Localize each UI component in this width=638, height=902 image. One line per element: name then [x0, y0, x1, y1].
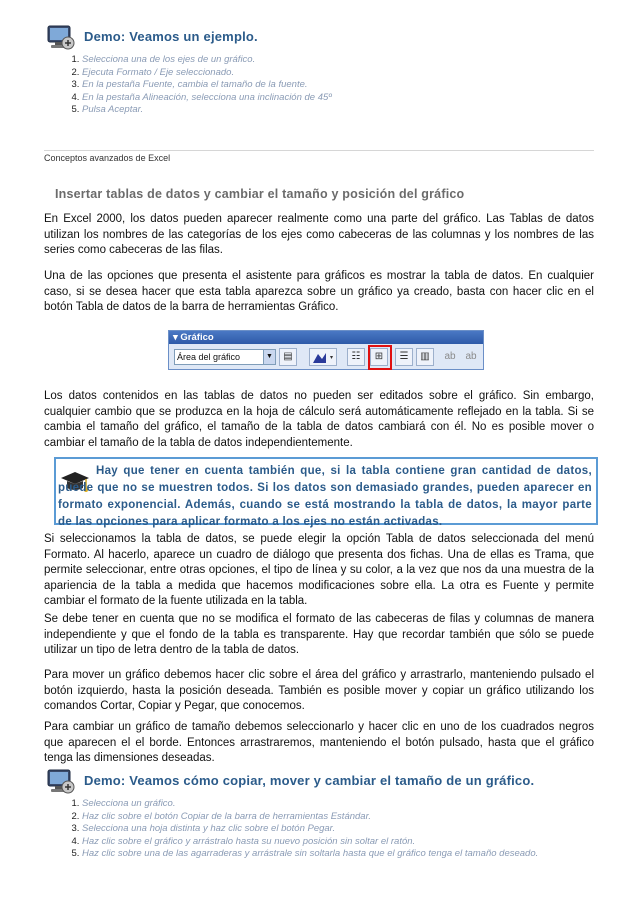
- list-item: 3. En la pestaña Fuente, cambia el tamaño de la fuente.: [82, 79, 332, 92]
- list-item: 1. Selecciona un gráfico.: [82, 798, 538, 811]
- demo-screen-icon[interactable]: [44, 766, 76, 796]
- chart-area-combo: Área del gráfico ▼: [174, 349, 276, 365]
- angle-text-up-icon: ab: [465, 351, 477, 362]
- list-item: 4. En la pestaña Alineación, selecciona una inclinación de 45º: [82, 92, 332, 105]
- list-item: 5. Haz clic sobre una de las agarraderas y arrástrale sin soltarla hasta que el gráfico tenga el tamaño deseado.: [82, 848, 538, 861]
- chevron-down-icon: ▼: [263, 350, 275, 364]
- list-item: 2. Ejecuta Formato / Eje seleccionado.: [82, 67, 332, 80]
- paragraph: Se debe tener en cuenta que no se modifica el formato de las cabeceras de filas y columnas de manera independiente y que el fondo de la tabla es transparente. Hay que recordar también que sólo se puede utilizar un tipo de letra dentro de la tabla de datos.: [44, 613, 594, 657]
- list-item: 3. Selecciona una hoja distinta y haz clic sobre el botón Pegar.: [82, 823, 538, 836]
- divider: [44, 150, 594, 151]
- note-text: Hay que tener en cuenta también que, si la tabla contiene gran cantidad de datos, puede que no se muestren todos. Si los datos son demasiado grandes, pueden aparecer en formato exponencial. Además, cuando se está mostrando la tabla de datos, la mayor parte de las opciones para aplicar formato a los ejes no están activadas.: [58, 465, 592, 528]
- angle-text-down-icon: ab: [444, 351, 456, 362]
- format-icon: ▤: [279, 348, 297, 366]
- by-column-icon: ▥: [416, 348, 434, 366]
- data-table-icon: ⊞: [370, 348, 388, 366]
- section-heading: Insertar tablas de datos y cambiar el tamaño y posición del gráfico: [55, 187, 465, 201]
- legend-icon: ☷: [347, 348, 365, 366]
- demo-title[interactable]: Demo: Veamos cómo copiar, mover y cambiar el tamaño de un gráfico.: [84, 773, 535, 788]
- section-label: Conceptos avanzados de Excel: [44, 153, 171, 163]
- paragraph: Los datos contenidos en las tablas de datos no pueden ser editados sobre el gráfico. Sin embargo, cualquier cambio que se produzca en la hoja de cálculo será automáticamente reflejado en la tabla. Si se cambia el tamaño del gráfico, el tamaño de la tabla de datos cambiará con él. No es posible mover o cambiar el tamaño de la tabla de datos independientemente.: [44, 390, 594, 449]
- demo-steps-list: [44, 798, 538, 861]
- list-item: 5. Pulsa Aceptar.: [82, 104, 332, 117]
- demo-title[interactable]: Demo: Veamos un ejemplo.: [84, 29, 258, 44]
- chart-toolbar-image: [168, 330, 484, 370]
- list-item: 1. Selecciona una de los ejes de un gráfico.: [82, 54, 332, 67]
- demo-screen-icon[interactable]: [44, 22, 76, 52]
- paragraph: En Excel 2000, los datos pueden aparecer realmente como una parte del gráfico. Las Tablas de datos utilizan los nombres de las categorías de los ejes como cabeceras de las columnas y los nombres de las series como cabeceras de las filas.: [44, 213, 594, 257]
- list-item: 4. Haz clic sobre el gráfico y arrástralo hasta su nuevo posición sin soltar el ratón.: [82, 836, 538, 849]
- chart-type-icon: [309, 348, 337, 366]
- data-table-highlight: [368, 345, 392, 370]
- by-row-icon: ☰: [395, 348, 413, 366]
- toolbar-title: ▾ Gráfico: [169, 331, 483, 344]
- list-item: 2. Haz clic sobre el botón Copiar de la barra de herramientas Estándar.: [82, 811, 538, 824]
- paragraph: Para cambiar un gráfico de tamaño debemos seleccionarlo y hacer clic en uno de los cuadrados negros que aparecen el el borde. Entonces arrastraremos, manteniendo el botón pulsado, hasta que el gráfico tenga las dimensiones deseadas.: [44, 721, 594, 765]
- demo-steps-list: [44, 54, 332, 117]
- paragraph: Si seleccionamos la tabla de datos, se puede elegir la opción Tabla de datos seleccionada del menú Formato. Al hacerlo, aparece un cuadro de diálogo que presenta dos fichas. Una de ellas es Trama, que permite seleccionar, entre otras opciones, el tipo de línea y su color, a la vez que nos da una muestra de la apariencia de la tabla a medida que hacemos modificaciones sobre ella. La otra es Fuente y permite cambiar el formato de la fuente utilizada en la tabla.: [44, 533, 594, 608]
- demo-block-1: [44, 22, 332, 117]
- paragraph: Una de las opciones que presenta el asistente para gráficos es mostrar la tabla de datos. En cualquier caso, si se desea hacer que esta tabla aparezca sobre un gráfico ya creado, basta con hacer clic en el botón Tabla de datos de la barra de herramientas Gráfico.: [44, 270, 594, 314]
- note-box: [54, 457, 598, 528]
- demo-block-2: [44, 766, 538, 861]
- paragraph: Para mover un gráfico debemos hacer clic sobre el área del gráfico y arrastrarlo, manteniendo pulsado el botón izquierdo, hasta la posición deseada. También es posible mover y copiar un gráfico utilizando los comandos Cortar, Copiar y Pegar, que conocemos.: [44, 669, 594, 713]
